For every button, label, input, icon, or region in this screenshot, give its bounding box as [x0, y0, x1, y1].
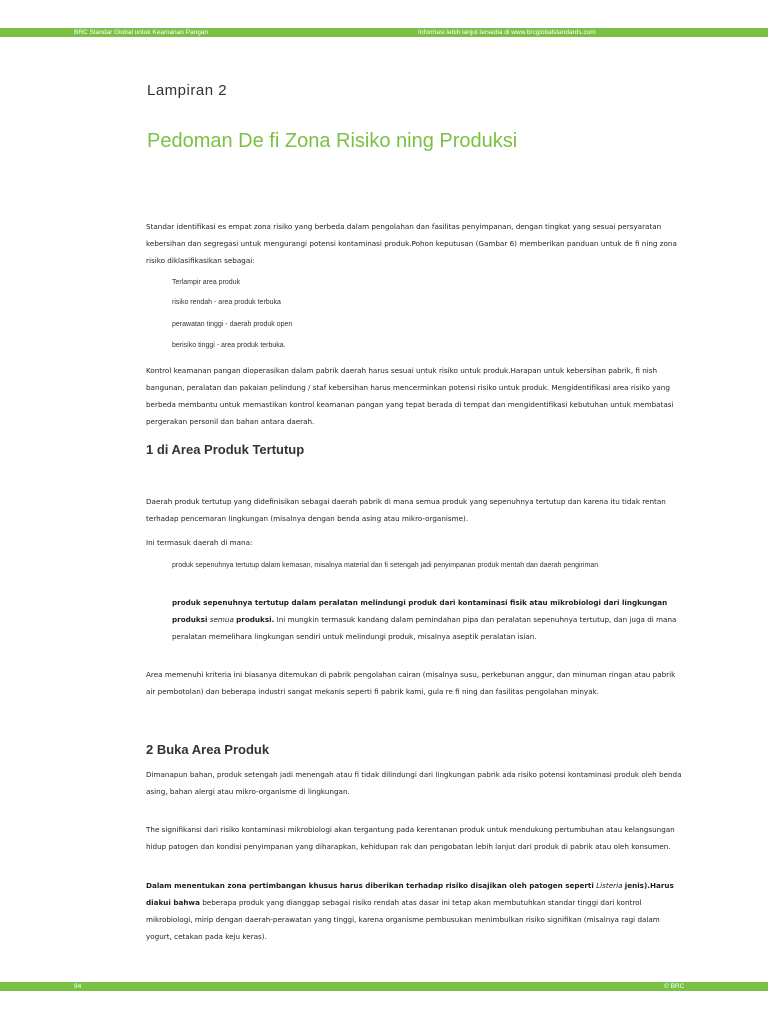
- bullet-2-rest-text: Ini mungkin termasuk kandang dalam pemindahan pipa dan peralatan sepenuhnya tertutup, dan juga di mana peralatan memelihara lingkungan sendiri untuk melindungi produk, misalnya aseptik peralatan isian.: [172, 615, 677, 641]
- header-website-info: Informasi lebih lanjut tersedia di www.brcglobalstandards.com: [418, 29, 596, 36]
- page-number: 94: [74, 983, 82, 990]
- para-3-italic-text: Listeria: [596, 881, 623, 890]
- header-title: BRC Standar Global untuk Keamanan Pangan: [74, 29, 209, 36]
- section-1-bullet: produk sepenuhnya tertutup dalam kemasan, misalnya material dan fi setengah jadi penyimpanan produk mentah dan daerah pengiriman: [172, 562, 599, 569]
- header-band: [0, 28, 768, 37]
- zone-item: berisiko tinggi - area produk terbuka.: [172, 342, 286, 349]
- section-1-heading: 1 di Area Produk Tertutup: [146, 442, 305, 457]
- para-3-bold-text: Dalam menentukan zona pertimbangan khusus harus diberikan terhadap risiko disajikan oleh patogen seperti: [146, 881, 594, 890]
- para-3-bold-end: jenis).Harus diakui bahwa: [146, 881, 674, 907]
- bullet-2-bold-text: produk sepenuhnya tertutup dalam peralatan melindungi produk dari kontaminasi fisik atau mikrobiologi dari lingkungan produksi: [172, 598, 668, 624]
- appendix-label: Lampiran 2: [147, 82, 228, 99]
- bullet-2-bold-end: produksi.: [236, 615, 275, 624]
- para-3-rest-text: beberapa produk yang dianggap sebagai risiko rendah atas dasar ini tetap akan membutuhkan standar tinggi dari kontrol mikrobiologi, mirip dengan daerah-perawatan yang tinggi, karena organisme pembusukan menimbulkan risiko signifikan (misalnya ragi dalam yogurt, cetakan pada keju keras).: [146, 898, 660, 941]
- copyright: © BRC: [664, 983, 685, 990]
- section-2-paragraph: Dimanapun bahan, produk setengah jadi menengah atau fi tidak dilindungi dari lingkungan pabrik ada risiko potensi kontaminasi produk oleh benda asing, bahan alergi atau mikro-organisme di lingkungan.: [146, 770, 682, 796]
- section-2-heading: 2 Buka Area Produk: [146, 742, 270, 757]
- zone-item: Terlampir area produk: [172, 279, 241, 286]
- zone-item: perawatan tinggi - daerah produk open: [172, 321, 293, 328]
- section-1-includes-label: Ini termasuk daerah di mana:: [146, 538, 253, 547]
- section-2-paragraph-2: The signifikansi dari risiko kontaminasi mikrobiologi akan tergantung pada kerentanan produk untuk mendukung pertumbuhan atau kelangsungan hidup patogen dan kondisi penyimpanan yang diharapkan, kehidupan rak dan pengobatan lebih lanjut dari produk di pabrik atau oleh konsumen.: [146, 825, 675, 851]
- section-2-paragraph-3: [146, 877, 686, 945]
- zone-item: risiko rendah - area produk terbuka: [172, 299, 281, 306]
- footer-band: [0, 982, 768, 991]
- section-1-paragraph: Daerah produk tertutup yang didefinisikan sebagai daerah pabrik di mana semua produk yang sepenuhnya tertutup dan karena itu tidak rentan terhadap pencemaran lingkungan (misalnya dengan benda asing atau mikro-organisme).: [146, 497, 666, 523]
- section-1-paragraph-2: Area memenuhi kriteria ini biasanya ditemukan di pabrik pengolahan cairan (misalnya susu, perkebunan anggur, dan minuman ringan atau pabrik air pembotolan) dan beberapa industri sangat mekanis seperti fi pabrik kami, gula re fi ning dan fasilitas pengolahan minyak.: [146, 670, 676, 696]
- control-paragraph: Kontrol keamanan pangan dioperasikan dalam pabrik daerah harus sesuai untuk risiko untuk produk.Harapan untuk kebersihan pabrik, fi nish bangunan, peralatan dan pakaian pelindung / staf kebersihan harus mencerminkan potensi risiko untuk produk. Mengidentifikasi area risiko yang berbeda membantu untuk memastikan kontrol keamanan pangan yang tepat berada di tempat dan mengidentifikasi kebutuhan untuk membatasi pergerakan personil dan bahan antara daerah.: [146, 366, 674, 426]
- page-title: Pedoman De fi Zona Risiko ning Produksi: [147, 130, 518, 152]
- intro-paragraph: Standar identifikasi es empat zona risiko yang berbeda dalam pengolahan dan fasilitas penyimpanan, dengan tingkat yang sesuai persyaratan kebersihan dan segregasi untuk mengurangi potensi kontaminasi produk.Pohon keputusan (Gambar 6) memberikan panduan untuk de fi ning zona risiko diklasifikasikan sebagai:: [146, 222, 677, 265]
- bullet-2-italic-text: semua: [209, 615, 234, 624]
- section-1-bullet-2: [172, 594, 692, 645]
